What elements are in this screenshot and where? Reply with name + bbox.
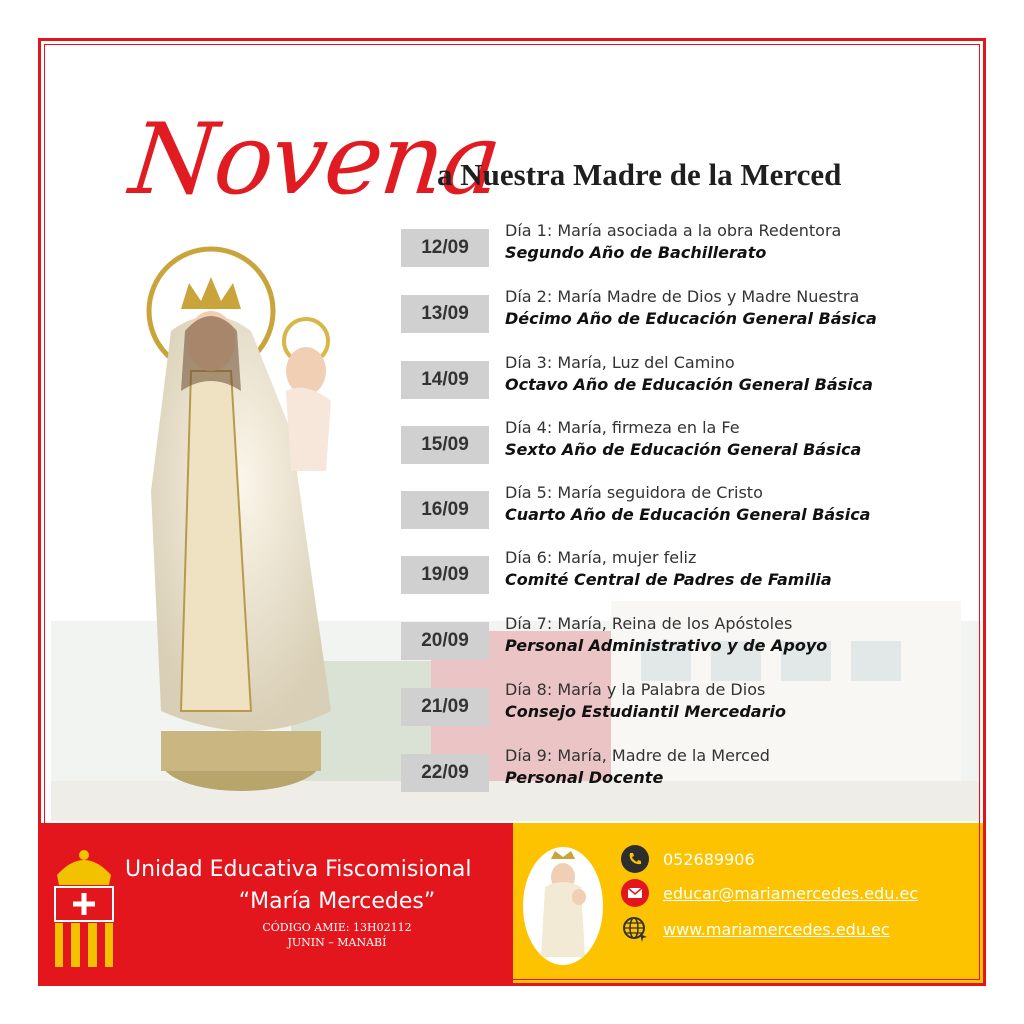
schedule-row bbox=[401, 548, 981, 608]
web-contact[interactable] bbox=[621, 915, 890, 943]
date-badge: 14/09 bbox=[401, 361, 489, 399]
school-name-quoted: “María Mercedes” bbox=[238, 889, 436, 914]
day-title: Día 9: María, Madre de la Merced bbox=[505, 746, 770, 765]
web-icon bbox=[621, 915, 649, 943]
schedule-row bbox=[401, 680, 981, 740]
title-subtitle: a Nuestra Madre de la Merced bbox=[437, 157, 842, 192]
day-title: Día 6: María, mujer feliz bbox=[505, 548, 697, 567]
day-title: Día 2: María Madre de Dios y Madre Nuestra bbox=[505, 287, 860, 306]
virgin-statue-image bbox=[101, 231, 391, 821]
schedule-row bbox=[401, 614, 981, 674]
virgin-thumbnail bbox=[523, 847, 603, 965]
date-badge: 16/09 bbox=[401, 491, 489, 529]
day-title: Día 1: María asociada a la obra Redentora bbox=[505, 221, 842, 240]
group-name: Décimo Año de Educación General Básica bbox=[505, 309, 877, 328]
group-name: Octavo Año de Educación General Básica bbox=[505, 375, 873, 394]
poster-frame bbox=[38, 38, 986, 986]
amie-code: CÓDIGO AMIE: 13H02112 bbox=[262, 921, 412, 934]
group-name: Personal Administrativo y de Apoyo bbox=[505, 636, 828, 655]
schedule-row bbox=[401, 287, 981, 347]
date-badge: 19/09 bbox=[401, 556, 489, 594]
date-badge: 13/09 bbox=[401, 295, 489, 333]
phone-number: 052689906 bbox=[663, 849, 755, 869]
date-badge: 21/09 bbox=[401, 688, 489, 726]
title-novena: Novena bbox=[125, 103, 505, 217]
phone-icon bbox=[621, 845, 649, 873]
date-badge: 22/09 bbox=[401, 754, 489, 792]
schedule-row bbox=[401, 483, 981, 543]
group-name: Comité Central de Padres de Familia bbox=[505, 570, 832, 589]
phone-contact bbox=[621, 845, 755, 873]
footer-contact-panel bbox=[513, 823, 986, 986]
group-name: Sexto Año de Educación General Básica bbox=[505, 440, 862, 459]
group-name: Cuarto Año de Educación General Básica bbox=[505, 505, 871, 524]
email-icon bbox=[621, 879, 649, 907]
website-link[interactable]: www.mariamercedes.edu.ec bbox=[663, 919, 890, 939]
day-title: Día 3: María, Luz del Camino bbox=[505, 353, 735, 372]
footer-school-panel bbox=[41, 823, 513, 986]
schedule-row bbox=[401, 418, 981, 478]
email-contact[interactable] bbox=[621, 879, 918, 907]
date-badge: 20/09 bbox=[401, 622, 489, 660]
group-name: Consejo Estudiantil Mercedario bbox=[505, 702, 786, 721]
schedule-row bbox=[401, 746, 981, 806]
day-title: Día 4: María, firmeza en la Fe bbox=[505, 418, 740, 437]
date-badge: 12/09 bbox=[401, 229, 489, 267]
date-badge: 15/09 bbox=[401, 426, 489, 464]
group-name: Segundo Año de Bachillerato bbox=[505, 243, 767, 262]
schedule-row bbox=[401, 353, 981, 413]
group-name: Personal Docente bbox=[505, 768, 664, 787]
day-title: Día 8: María y la Palabra de Dios bbox=[505, 680, 766, 699]
day-title: Día 7: María, Reina de los Apóstoles bbox=[505, 614, 793, 633]
schedule-row bbox=[401, 221, 981, 281]
school-name: Unidad Educativa Fiscomisional bbox=[125, 857, 472, 882]
day-title: Día 5: María seguidora de Cristo bbox=[505, 483, 763, 502]
email-link[interactable]: educar@mariamercedes.edu.ec bbox=[663, 883, 919, 903]
virgin-oval-image bbox=[523, 847, 603, 965]
location: JUNIN – MANABÍ bbox=[287, 936, 387, 949]
